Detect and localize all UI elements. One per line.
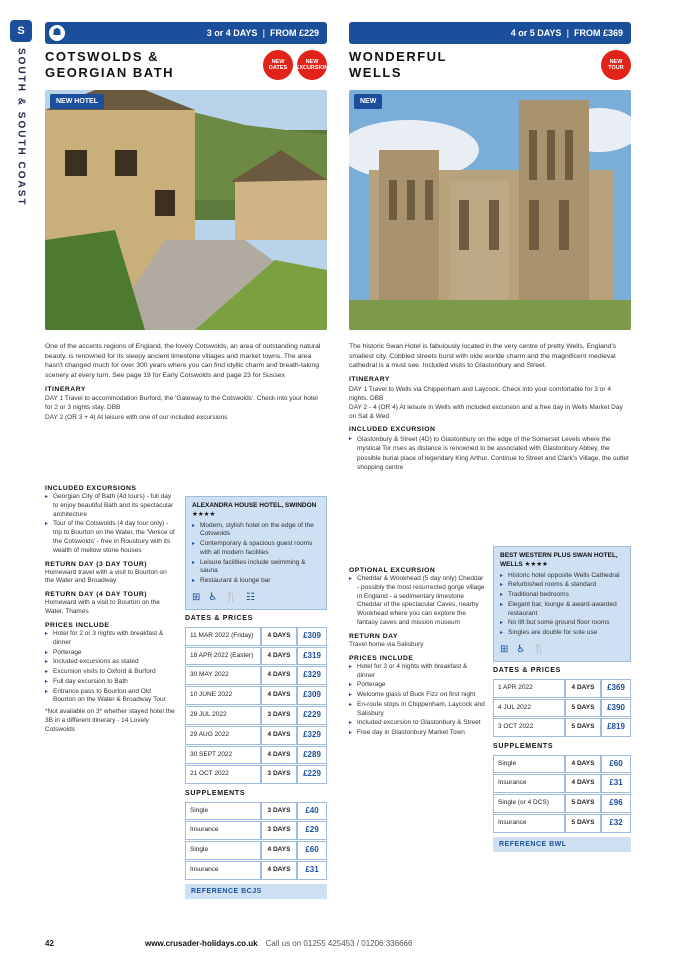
wells-tour (349, 22, 631, 848)
list-item: ▸ Hotel for 2 or 3 nights with breakfast & dinner (45, 630, 175, 648)
table-row: Single 4 DAYS £60 (493, 755, 631, 774)
new-tour-badge: NEW TOUR (601, 50, 631, 80)
hotel-name: BEST WESTERN PLUS SWAN HOTEL, WELLS ★★★★ (500, 552, 618, 568)
table-row: 29 JUL 2022 3 DAYS £229 (185, 706, 327, 725)
new-excursion-badge: NEW EXCURSION (297, 50, 327, 80)
crusader-logo-icon: ☗ (49, 25, 65, 41)
list-item: ▸ Tour of the Cotswolds (4 day tour only) - trip to Bourton on the Water, the 'Venice of the Cotswolds' - free in Rousbury with its wealth of mellow stone houses (45, 520, 175, 555)
dates-table (493, 678, 631, 738)
table-row: 18 APR 2022 (Easter) 4 DAYS £319 (185, 647, 327, 666)
return-heading: RETURN DAY (349, 632, 398, 640)
dining-icon: 🍴 (533, 643, 546, 655)
table-row: Insurance 4 DAYS £31 (493, 774, 631, 793)
tour-intro: The historic Swan Hotel is fabulously located in the very centre of pretty Wells, England's smallest city. Cobbled streets burst with olde worlde charm and the magnificent medieval cathedral is a must see. Included visits to Glastonbury and Street. (349, 343, 617, 370)
phone-numbers: Call us on 01255 425453 / 01206 336666 (265, 938, 413, 948)
tour-duration: 3 or 4 DAYS (206, 27, 258, 38)
hotel-box (493, 546, 631, 662)
supplements-table (493, 754, 631, 834)
tour-from-price: FROM £229 (269, 27, 319, 38)
list-item: ▸ Excursion visits to Oxford & Burford (45, 668, 175, 677)
website-link[interactable]: www.crusader-holidays.co.uk (145, 938, 258, 948)
table-row: 11 MAR 2022 (Friday) 4 DAYS £309 (185, 627, 327, 646)
accessibility-icon: ♿ (208, 591, 218, 603)
cotswolds-tour (45, 22, 329, 895)
list-item: ▸ Full day excursion to Bath (45, 678, 175, 687)
list-item: ▸ Cheddar & Wookhead (5 day only) Cheddar - possibly the most resurrected gorge village in England - a sedimentary limestone Cheddar of the spectacular Caves, nearby Wookhead where you can explore the fantasy caves and mission museum (349, 575, 485, 628)
footnote: *Not available on 3* whether stayed hotel the 3B in a different itinerary - 14 Lovely Cotswolds (45, 708, 175, 733)
list-item: ▸ Georgian City of Bath (4d tours) - full day to enjoy beautiful Bath and its spectacular architecture (45, 493, 175, 519)
excursions-heading: INCLUDED EXCURSION (349, 426, 436, 434)
list-item: ▸ Restaurant & lounge bar (192, 577, 320, 586)
lift-icon: ⊞ (192, 591, 201, 603)
itinerary-heading: ITINERARY (349, 375, 390, 383)
list-item: ▸ Traditional bedrooms (500, 591, 624, 600)
days-bar: 4 or 5 DAYS | FROM £369 (349, 22, 631, 44)
return-text: Travel home via Salisbury (349, 640, 424, 648)
new-tag: NEW (354, 94, 382, 109)
accessibility-icon: ♿ (516, 643, 526, 655)
list-item: ▸ En-route stops in Chippenham, Laycock and Salisbury (349, 701, 485, 719)
list-item: ▸ Contemporary & spacious guest rooms with all modern facilities (192, 540, 320, 558)
table-row: Insurance 3 DAYS £29 (185, 821, 327, 840)
table-row: 30 MAY 2022 4 DAYS £329 (185, 666, 327, 685)
tour-from-price: FROM £369 (573, 27, 623, 38)
return4-text: Homeward with a visit to Bourton on the Water, Thames (45, 599, 160, 616)
itinerary-day2: DAY 2 (OR 3 + 4) At leisure with one of our included excursions (45, 413, 228, 421)
dates-table (185, 626, 327, 785)
list-item: ▸ Porterage (349, 681, 485, 690)
list-item: ▸ Refurbished rooms & standard (500, 581, 624, 590)
wells-cathedral-photo (349, 90, 631, 330)
list-item: ▸ Historic hotel opposite Wells Cathedral (500, 572, 624, 581)
page-footer (45, 936, 631, 952)
supplements-table (185, 801, 327, 881)
supplements-heading: SUPPLEMENTS (185, 790, 246, 798)
dates-heading: DATES & PRICES (493, 667, 562, 675)
reference-code: REFERENCE BCJS (185, 884, 327, 899)
table-row: 21 OCT 2022 3 DAYS £229 (185, 765, 327, 784)
days-bar: ☗ 3 or 4 DAYS | FROM £229 (45, 22, 327, 44)
list-item: ▸ No lift but some ground floor rooms (500, 619, 624, 628)
prices-include-heading: PRICES INCLUDE (349, 654, 414, 662)
return4-heading: RETURN DAY (4 DAY TOUR) (45, 591, 148, 599)
cotswolds-photo (45, 90, 327, 330)
hotel-box (185, 496, 327, 610)
list-item: ▸ Singles are double for sole use (500, 629, 624, 638)
table-row: 30 SEPT 2022 4 DAYS £289 (185, 746, 327, 765)
tour-title: COTSWOLDS & GEORGIAN BATH (45, 49, 175, 80)
table-row: Single 4 DAYS £60 (185, 841, 327, 860)
list-item: ▸ Free day in Glastonbury Market Town (349, 729, 485, 738)
list-item: ▸ Modern, stylish hotel on the edge of the Cotswolds (192, 522, 320, 540)
table-row: 1 APR 2022 4 DAYS £369 (493, 679, 631, 698)
table-row: Single (or 4 DCS) 5 DAYS £96 (493, 794, 631, 813)
lift-icon: ⊞ (500, 643, 509, 655)
new-dates-badge: NEW DATES (263, 50, 293, 80)
list-item: ▸ Leisure facilities include swimming & sauna (192, 559, 320, 577)
table-row: 3 OCT 2022 5 DAYS £819 (493, 718, 631, 737)
table-row: Single 3 DAYS £40 (185, 802, 327, 821)
reference-code: REFERENCE BWL (493, 837, 631, 852)
supplements-heading: SUPPLEMENTS (493, 743, 554, 751)
optional-excursion-heading: OPTIONAL EXCURSION (349, 567, 436, 574)
side-section-label: SOUTH & SOUTH COAST (15, 48, 27, 207)
prices-include-heading: PRICES INCLUDE (45, 621, 110, 629)
hotel-name: ALEXANDRA HOUSE HOTEL, SWINDON ★★★★ (192, 502, 317, 518)
page-number: 42 (45, 938, 54, 948)
dates-heading: DATES & PRICES (185, 615, 254, 623)
itinerary-heading: ITINERARY (45, 385, 86, 393)
tour-duration: 4 or 5 DAYS (510, 27, 562, 38)
list-item: ▸ Elegant bar, lounge & award-awarded restaurant (500, 601, 624, 619)
list-item: ▸ Included excursions as stated (45, 658, 175, 667)
table-row: Insurance 5 DAYS £32 (493, 814, 631, 833)
list-item: ▸ Included excursion to Glastonbury & Street (349, 719, 485, 728)
list-item: ▸ Glastonbury & Street (4D) to Glastonbury on the edge of the Somerset Levels where the mystical Tor rises as distance is renowned to be associated with Glastonbury Abbey, the possible burial place of legendary King Arthur. Continue to Street and Clark's Village, the outlet shopping centre (349, 435, 631, 472)
return3-text: Homeward travel with a visit to Bourton on the Water and Broadway (45, 568, 167, 585)
table-row: 10 JUNE 2022 4 DAYS £309 (185, 686, 327, 705)
table-row: 4 JUL 2022 5 DAYS £390 (493, 699, 631, 718)
excursions-heading: INCLUDED EXCURSIONS (45, 485, 137, 492)
table-row: 29 AUG 2022 4 DAYS £329 (185, 726, 327, 745)
table-row: Insurance 4 DAYS £31 (185, 861, 327, 880)
list-item: ▸ Welcome glass of Buck Fizz on first night (349, 691, 485, 700)
list-item: ▸ Porterage (45, 649, 175, 658)
side-badge: S (10, 20, 32, 42)
tour-title: WONDERFUL WELLS (349, 49, 447, 80)
list-item: ▸ Hotel for 3 or 4 nights with breakfast & dinner (349, 663, 485, 681)
itinerary-day2: DAY 2 - 4 (OR 4) At leisure in Wells with included excursion and a free day in Wells Market Day on Sat & Wed (349, 404, 623, 421)
dining-icon: 🍴 (225, 591, 238, 603)
return3-heading: RETURN DAY (3 DAY TOUR) (45, 560, 148, 568)
tour-intro: One of the accents regions of England, the lovely Cotswolds, an area of outstanding natural beauty, is renowned for its sleepy ancient limestone villages and market towns. The area hasn't changed much for over 300 years where you can find idyllic charm and breath-taking scenery at every turn. See page 19 for Early Cotswolds and page 23 for Sussex (45, 343, 321, 379)
itinerary-day1: DAY 1 Travel to accommodation Burford, the 'Gateway to the Cotswolds'. Check into your hotel for 2 or 3 nights stay. DBB (45, 395, 318, 412)
itinerary-day1: DAY 1 Travel to Wells via Chippenham and Laycock. Check into your comfortable for 3 or 4 nights. DBB (349, 385, 611, 402)
side-section-tab (10, 20, 32, 230)
list-item: ▸ Entrance pass to Bourton and Old Bourton on the Water & Broadway Tour (45, 688, 175, 706)
wifi-icon: ☷ (245, 591, 255, 603)
new-hotel-tag: NEW HOTEL (50, 94, 104, 109)
